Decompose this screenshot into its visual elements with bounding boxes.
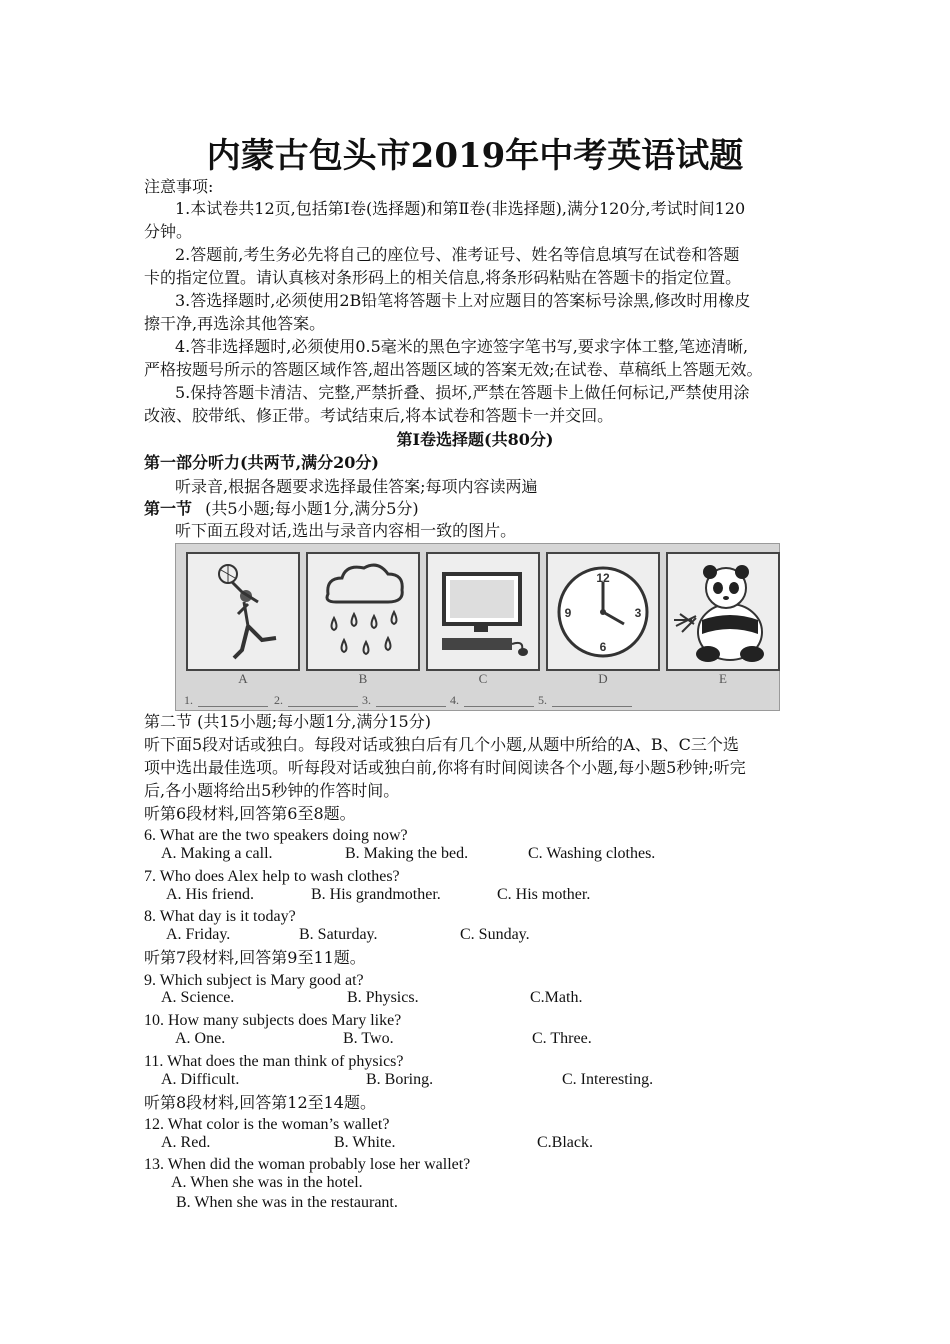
question-text: 7. Who does Alex help to wash clothes? [144,868,400,885]
panda-icon [666,552,780,671]
answer-option: A. One. [175,1030,226,1047]
answer-option: C. Washing clothes. [528,845,656,862]
answer-option: C.Black. [537,1134,593,1151]
answer-number: 3. [362,693,371,707]
notice-line: 1.本试卷共12页,包括第Ⅰ卷(选择题)和第Ⅱ卷(非选择题),满分120分,考试时间120 [175,199,746,218]
answer-blank [376,706,446,707]
answer-option: A. Red. [161,1134,211,1151]
clock-icon [546,552,660,671]
notice-line: 擦干净,再选涂其他答案。 [144,314,326,333]
notice-line: 分钟。 [144,222,193,241]
answer-option: A. Science. [161,989,235,1006]
answer-option: A. His friend. [166,886,254,903]
answer-option: C. Three. [532,1030,592,1047]
page-title: 内蒙古包头市2019年中考英语试题 [206,136,744,176]
section1-info: (共5小题;每小题1分,满分5分) [205,499,419,518]
part1-instruction: 听录音,根据各题要求选择最佳答案;每项内容读两遍 [175,477,538,496]
notice-line: 4.答非选择题时,必须使用0.5毫米的黑色字迹签字笔书写,要求字体工整,笔迹清晰, [175,337,749,356]
picture-letter: D [598,671,608,686]
answer-blank [464,706,534,707]
picture-letter: B [358,671,368,686]
section1-heading [144,498,824,520]
notice-line: 5.保持答题卡清洁、完整,严禁折叠、损坏,严禁在答题卡上做任何标记,严禁使用涂 [175,383,750,402]
notice-line: 严格按题号所示的答题区域作答,超出答题区域的答案无效;在试卷、草稿纸上答题无效。 [144,360,763,379]
material-heading: 听第8段材料,回答第12至14题。 [144,1093,376,1112]
notice-line: 2.答题前,考生务必先将自己的座位号、准考证号、姓名等信息填写在试卷和答题 [175,245,740,264]
section1-instruction: 听下面五段对话,选出与录音内容相一致的图片。 [175,521,517,540]
answer-option: B. Two. [343,1030,394,1047]
material-heading: 听第6段材料,回答第6至8题。 [144,804,356,823]
section2-heading: 第二节 (共15小题;每小题1分,满分15分) [144,712,431,731]
answer-number: 5. [538,693,547,707]
computer-icon [426,552,540,671]
question-text: 12. What color is the woman’s wallet? [144,1116,390,1133]
question-text: 8. What day is it today? [144,908,296,925]
rain-cloud-icon [306,552,420,671]
answer-blank [552,706,632,707]
clock-number-6: 6 [599,640,607,654]
notice-line: 改液、胶带纸、修正带。考试结束后,将本试卷和答题卡一并交回。 [144,406,614,425]
answer-option: C. His mother. [497,886,591,903]
section2-instruction: 听下面5段对话或独白。每段对话或独白后有几个小题,从题中所给的A、B、C三个选 [144,735,739,754]
answer-option: A. Making a call. [161,845,273,862]
clock-number-12: 12 [596,571,610,585]
material-heading: 听第7段材料,回答第9至11题。 [144,948,366,967]
picture-letter: E [719,671,727,686]
listening-picture-strip [175,543,780,711]
answer-option: A. When she was in the hotel. [171,1174,363,1191]
part1-heading: 第一部分听力(共两节,满分20分) [144,453,379,472]
section1-label: 第一节 [144,499,193,518]
question-text: 10. How many subjects does Mary like? [144,1012,402,1029]
answer-option: C.Math. [530,989,583,1006]
answer-option: B. Boring. [366,1071,434,1088]
answer-option: B. Physics. [347,989,419,1006]
notice-line: 3.答选择题时,必须使用2B铅笔将答题卡上对应题目的答案标号涂黑,修改时用橡皮 [175,291,751,310]
clock-number-9: 9 [564,606,572,620]
answer-option: A. Friday. [166,926,231,943]
question-text: 6. What are the two speakers doing now? [144,827,408,844]
answer-option: B. Saturday. [299,926,378,943]
answer-option: B. White. [334,1134,396,1151]
section2-instruction: 后,各小题将给出5秒钟的作答时间。 [144,781,400,800]
answer-blank [288,706,358,707]
answer-option: C. Interesting. [562,1071,654,1088]
answer-option: B. Making the bed. [345,845,469,862]
question-text: 11. What does the man think of physics? [144,1053,404,1070]
answer-option: C. Sunday. [460,926,530,943]
picture-letter: A [238,671,248,686]
answer-blank [198,706,268,707]
picture-letter: C [478,671,488,686]
answer-option: B. When she was in the restaurant. [176,1194,398,1211]
clock-number-3: 3 [634,606,642,620]
answer-number: 4. [450,693,459,707]
question-text: 13. When did the woman probably lose her wallet? [144,1156,471,1173]
answer-number: 1. [184,693,193,707]
notice-heading: 注意事项: [144,177,214,196]
section2-instruction: 项中选出最佳选项。听每段对话或独白前,你将有时间阅读各个小题,每小题5秒钟;听完 [144,758,746,777]
volume-heading: 第Ⅰ卷选择题(共80分) [396,430,554,449]
answer-number: 2. [274,693,283,707]
answer-option: A. Difficult. [161,1071,240,1088]
answer-option: B. His grandmother. [311,886,441,903]
notice-line: 卡的指定位置。请认真核对条形码上的相关信息,将条形码粘贴在答题卡的指定位置。 [144,268,742,287]
basketball-player-icon [186,552,300,671]
question-text: 9. Which subject is Mary good at? [144,972,364,989]
